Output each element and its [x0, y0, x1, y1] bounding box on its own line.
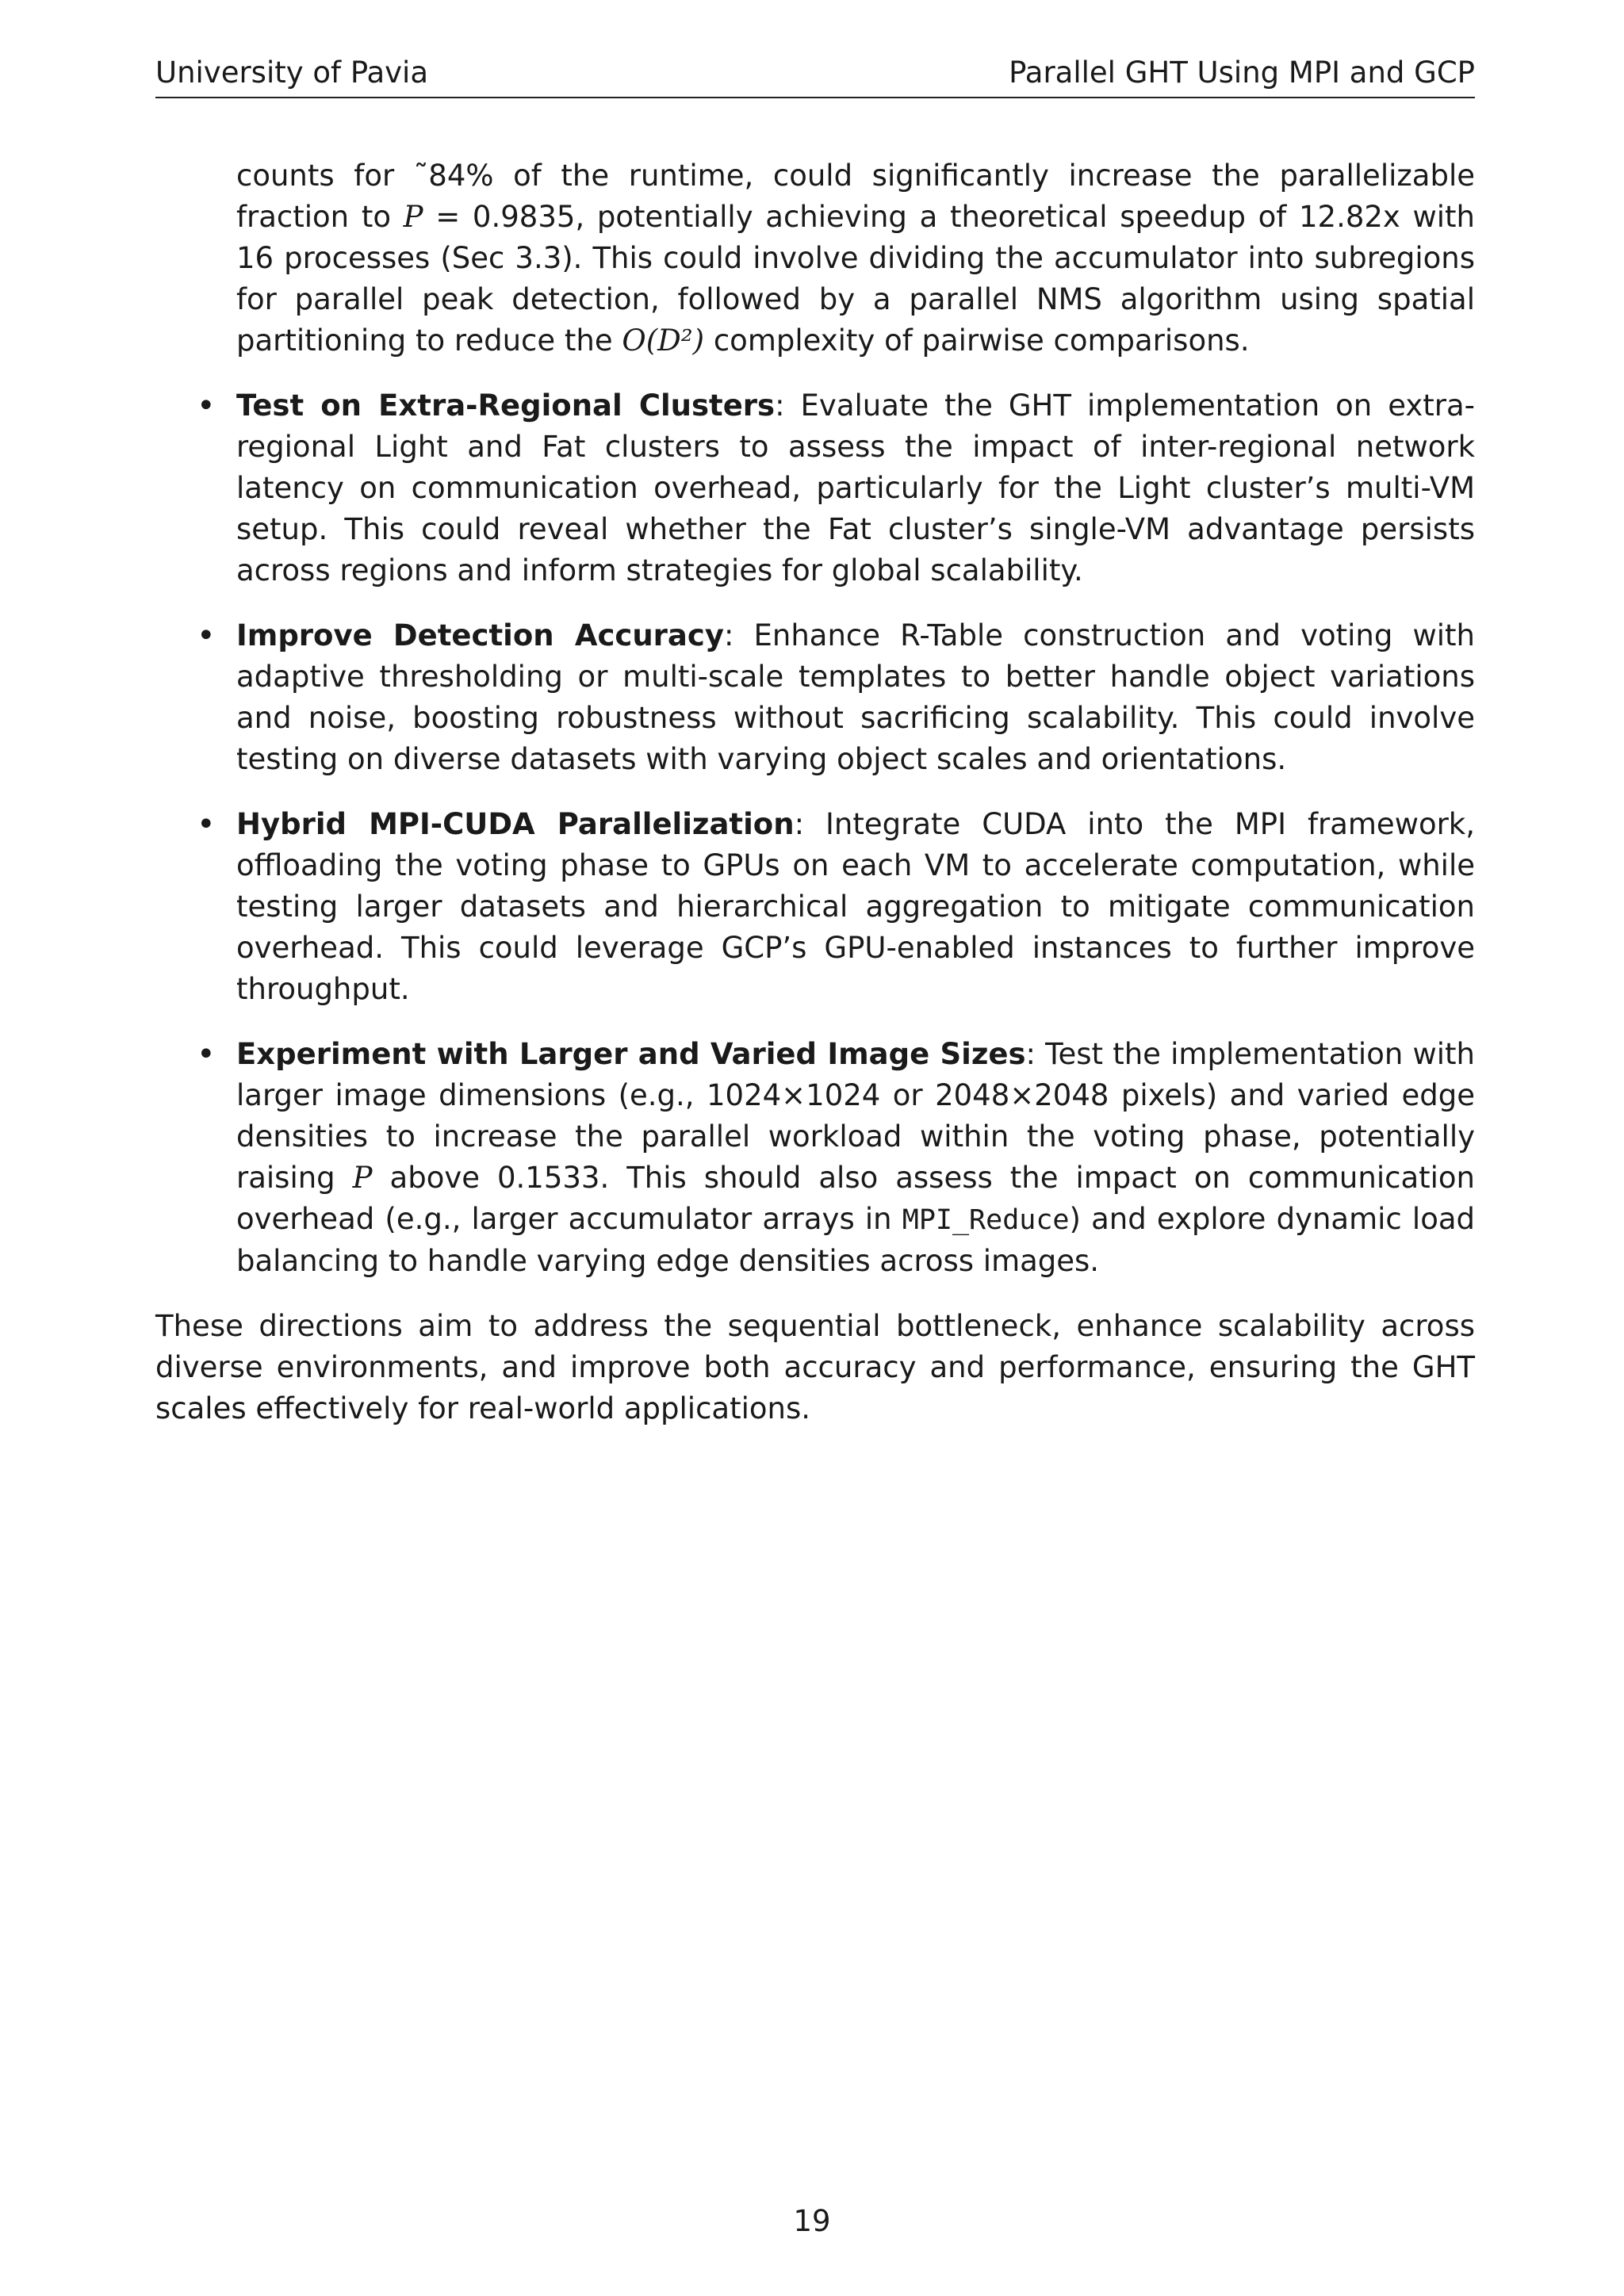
item-text: : Enhance R-Table construction and voting with adaptive thresholding or multi-scale templates to better handle object variations and noise, boosting robustness without sacrificing scalability. This could involve testing on diverse datasets with varying object scales and orientations.: [236, 618, 1475, 776]
header-title: Parallel GHT Using MPI and GCP: [1009, 55, 1475, 90]
list-item: [155, 615, 1475, 780]
page-number: 19: [793, 2204, 831, 2238]
list-item: [155, 385, 1475, 591]
intro-text-3: complexity of pairwise comparisons.: [704, 323, 1250, 358]
intro-text-1: counts for ˜84% of the runtime, could significantly increase the parallelizable fraction to: [236, 159, 1475, 234]
continued-paragraph: [155, 155, 1475, 362]
item-text: : Evaluate the GHT implementation on extra-regional Light and Fat clusters to assess the impact of inter-regional network latency on communication overhead, particularly for the Light cluster’s multi-VM setup. This could reveal whether the Fat cluster’s single-VM advantage persists across regions and inform strategies for global scalability.: [236, 388, 1475, 587]
p-symbol: P: [352, 1161, 373, 1195]
closing-paragraph: These directions aim to address the sequential bottleneck, enhance scalability across diverse environments, and improve both accuracy and performance, ensuring the GHT scales effectively for real-world applications.: [155, 1309, 1475, 1425]
item-title: Improve Detection Accuracy: [236, 618, 724, 652]
list-item: [155, 804, 1475, 1010]
item-title: Experiment with Larger and Varied Image Sizes: [236, 1037, 1026, 1071]
header-institution: University of Pavia: [155, 55, 429, 90]
item-text-b: above 0.1533. This should also assess the impact on communication overhead (e.g., larger accumulator arrays in: [236, 1161, 1476, 1236]
p-symbol: P: [403, 200, 423, 234]
item-title: Hybrid MPI-CUDA Parallelization: [236, 807, 795, 841]
bullet-icon: •: [197, 618, 216, 654]
item-text: : Integrate CUDA into the MPI framework, offloading the voting phase to GPUs on each VM to accelerate computation, while testing larger datasets and hierarchical aggregation to mitigate communication overhead. This could leverage GCP’s GPU-enabled instances to further improve throughput.: [236, 807, 1475, 1006]
page-header: [155, 49, 1475, 98]
future-work-list: [155, 385, 1475, 1282]
list-item: [155, 1034, 1475, 1282]
item-text-c: ) and explore dynamic load balancing to handle varying edge densities across images.: [236, 1202, 1475, 1278]
intro-text-2: = 0.9835, potentially achieving a theoretical speedup of 12.82x with 16 processes (Sec 3.3). This could involve dividing the accumulator into subregions for parallel peak detection, followed by a parallel NMS algorithm using spatial partitioning to reduce the: [236, 200, 1476, 358]
code-mpi-reduce: MPI_Reduce: [902, 1204, 1070, 1236]
item-text-a: : Test the implementation with larger image dimensions (e.g., 1024×1024 or 2048×2048 pixels) and varied edge densities to increase the parallel workload within the voting phase, potentially raising: [236, 1037, 1475, 1195]
main-content: [155, 155, 1475, 1429]
bullet-icon: •: [197, 806, 216, 843]
complexity-formula: O(D²): [622, 323, 705, 358]
bullet-icon: •: [197, 388, 216, 424]
item-title: Test on Extra-Regional Clusters: [236, 388, 776, 423]
bullet-icon: •: [197, 1036, 216, 1073]
